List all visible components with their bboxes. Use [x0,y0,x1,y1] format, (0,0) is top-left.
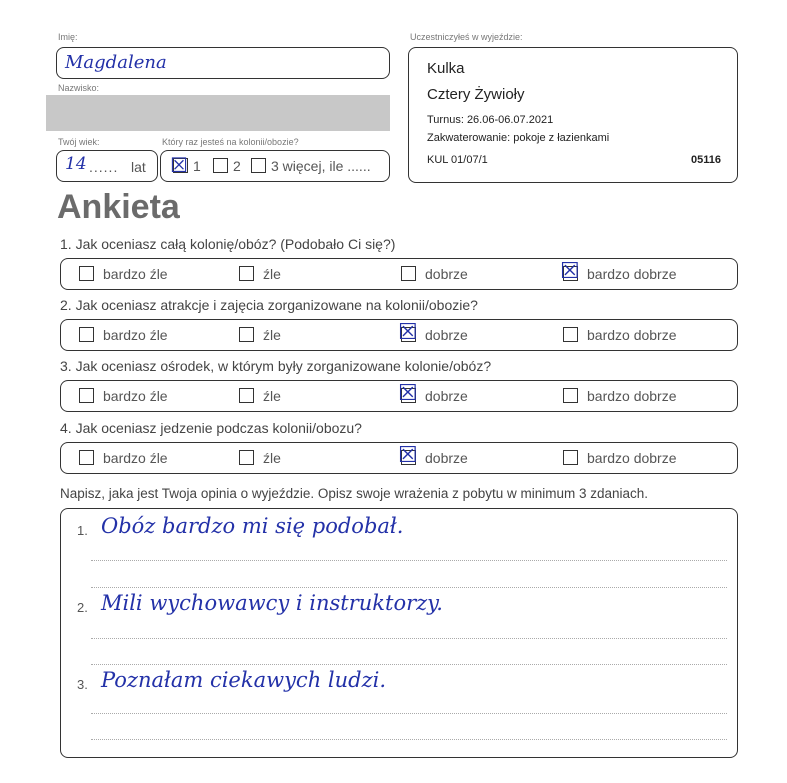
question-3-check-mark: ☒ [398,381,418,406]
question-2-option-label-1: bardzo źle [103,327,168,343]
trip-accommodation: Zakwaterowanie: pokoje z łazienkami [427,132,610,144]
age-label: Twój wiek: [58,137,100,147]
times-field[interactable] [160,150,390,182]
question-2-option-label-3: dobrze [425,327,468,343]
question-4-checkbox-1[interactable] [79,450,94,465]
question-1-option-label-4: bardzo dobrze [587,266,677,282]
opinion-num-2: 2. [77,600,88,615]
question-3-checkbox-4[interactable] [563,388,578,403]
question-1-checkbox-1[interactable] [79,266,94,281]
question-4-check-mark: ☒ [398,443,418,468]
opinion-text-2: Mili wychowawcy i instruktorzy. [101,591,443,615]
trip-number: 05116 [691,154,721,166]
question-2-checkbox-4[interactable] [563,327,578,342]
question-4-option-label-3: dobrze [425,450,468,466]
question-3-options [60,380,738,412]
participant-label: Uczestniczyłeś w wyjeździe: [410,32,523,42]
times-option-3: 3 więcej, ile ...... [271,158,371,174]
question-3-checkbox-2[interactable] [239,388,254,403]
name-label: Imię: [58,32,78,42]
age-value: 14 [65,154,87,174]
question-2-check-mark: ☒ [398,320,418,345]
question-4-text: 4. Jak oceniasz jedzenie podczas kolonii/obozu? [60,420,362,436]
times-option-1: 1 [193,158,201,174]
question-1-options [60,258,738,290]
times-checkbox-2[interactable] [213,158,228,173]
question-4-checkbox-2[interactable] [239,450,254,465]
times-label: Który raz jesteś na kolonii/obozie? [162,137,299,147]
question-4-option-label-4: bardzo dobrze [587,450,677,466]
question-2-option-label-4: bardzo dobrze [587,327,677,343]
opinion-rule [91,664,727,665]
question-1-checkbox-3[interactable] [401,266,416,281]
question-2-text: 2. Jak oceniasz atrakcje i zajęcia zorganizowane na kolonii/obozie? [60,297,478,313]
question-2-options [60,319,738,351]
question-3-checkbox-1[interactable] [79,388,94,403]
question-3-option-label-1: bardzo źle [103,388,168,404]
trip-box [408,47,738,183]
age-unit: lat [131,159,146,175]
opinion-rule [91,638,727,639]
opinion-rule [91,713,727,714]
opinion-rule [91,739,727,740]
times-check-mark: ☒ [170,153,188,177]
page-title: Ankieta [57,188,180,226]
question-1-option-label-3: dobrze [425,266,468,282]
name-value: Magdalena [65,52,167,73]
times-checkbox-3[interactable] [251,158,266,173]
question-3-text: 3. Jak oceniasz ośrodek, w którym były zorganizowane kolonie/obóz? [60,358,492,374]
question-1-check-mark: ☒ [560,259,580,284]
question-4-option-label-1: bardzo źle [103,450,168,466]
name-field[interactable] [56,47,390,79]
opinion-text-3: Poznałam ciekawych ludzi. [101,668,387,692]
opinion-rule [91,587,727,588]
question-1-text: 1. Jak oceniasz całą kolonię/obóz? (Podobało Ci się?) [60,236,396,252]
opinion-num-3: 3. [77,677,88,692]
opinion-box[interactable] [60,508,738,758]
question-1-option-label-1: bardzo źle [103,266,168,282]
surname-redacted [46,95,390,131]
opinion-num-1: 1. [77,523,88,538]
age-field[interactable] [56,150,158,182]
opinion-rule [91,560,727,561]
question-1-option-label-2: źle [263,266,281,282]
times-option-2: 2 [233,158,241,174]
opinion-prompt: Napisz, jaka jest Twoja opinia o wyjeździe. Opisz swoje wrażenia z pobytu w minimum 3 zdaniach. [60,486,649,501]
trip-turnus: Turnus: 26.06-06.07.2021 [427,114,554,126]
trip-line2: Cztery Żywioły [427,86,525,103]
question-3-option-label-2: źle [263,388,281,404]
question-2-option-label-2: źle [263,327,281,343]
question-4-option-label-2: źle [263,450,281,466]
trip-code: KUL 01/07/1 [427,154,488,166]
trip-line1: Kulka [427,60,465,77]
question-2-checkbox-2[interactable] [239,327,254,342]
question-4-options [60,442,738,474]
question-4-checkbox-4[interactable] [563,450,578,465]
age-dots: ...... [89,159,119,175]
opinion-text-1: Obóz bardzo mi się podobał. [101,514,404,538]
question-1-checkbox-2[interactable] [239,266,254,281]
question-3-option-label-3: dobrze [425,388,468,404]
surname-label: Nazwisko: [58,83,100,93]
question-2-checkbox-1[interactable] [79,327,94,342]
question-3-option-label-4: bardzo dobrze [587,388,677,404]
